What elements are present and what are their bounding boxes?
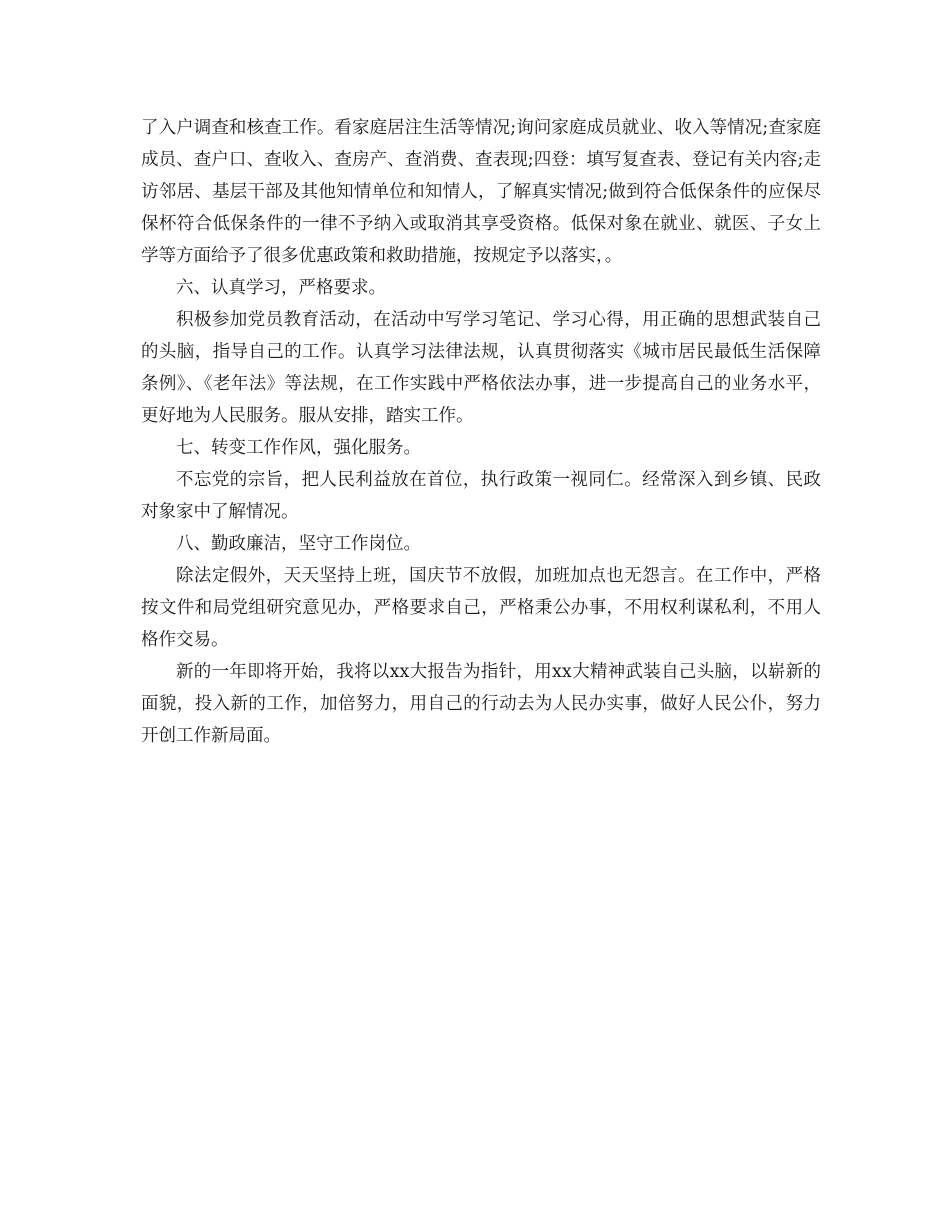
paragraph-study: 积极参加党员教育活动，在活动中写学习笔记、学习心得，用正确的思想武装自己的头脑，指导自己的工作。认真学习法律法规，认真贯彻落实《城市居民最低生活保障条例》、《老年法》等法规，在工作实践中严格依法办事，进一步提高自己的业务水平，更好地为人民服务。服从安排，踏实工作。 bbox=[141, 310, 821, 426]
document-body bbox=[141, 112, 821, 752]
section-heading-integrity: 八、勤政廉洁，坚守工作岗位。 bbox=[176, 534, 421, 554]
paragraph-new-year: 新的一年即将开始，我将以xx大报告为指针，用xx大精神武装自己头脑，以崭新的面貌，投入新的工作，加倍努力，用自己的行动去为人民办实事，做好人民公仆，努力开创工作新局面。 bbox=[141, 662, 821, 746]
section-heading-work-style: 七、转变工作作风，强化服务。 bbox=[176, 438, 421, 458]
section-heading-study: 六、认真学习，严格要求。 bbox=[176, 278, 386, 298]
paragraph-integrity: 除法定假外，天天坚持上班，国庆节不放假，加班加点也无怨言。在工作中，严格按文件和局党组研究意见办，严格要求自己，严格秉公办事，不用权利谋私利，不用人格作交易。 bbox=[141, 566, 821, 650]
paragraph-work-style: 不忘党的宗旨，把人民利益放在首位，执行政策一视同仁。经常深入到乡镇、民政对象家中了解情况。 bbox=[141, 470, 821, 522]
paragraph-intake-review: 了入户调查和核查工作。看家庭居注生活等情况;询问家庭成员就业、收入等情况;查家庭成员、查户口、查收入、查房产、查消费、查表现;四登：填写复查表、登记有关内容;走访邻居、基层干部及其他知情单位和知情人，了解真实情况;做到符合低保条件的应保尽保杯符合低保条件的一律不予纳入或取消其享受资格。低保对象在就业、就医、子女上学等方面给予了很多优惠政策和救助措施，按规定予以落实，。 bbox=[141, 118, 821, 266]
